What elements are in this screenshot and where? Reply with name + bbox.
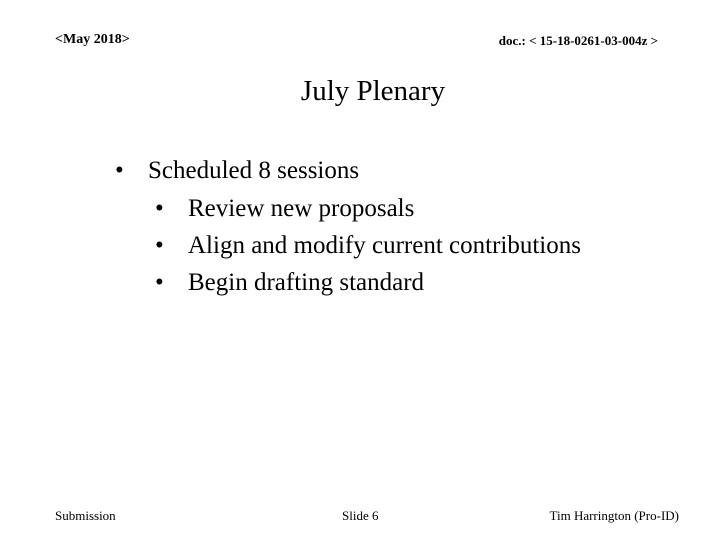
bullet-icon: •	[115, 157, 124, 184]
bullet-text: Scheduled 8 sessions	[148, 157, 360, 184]
bullet-icon: •	[155, 269, 164, 296]
sub-bullet-text: Align and modify current contributions	[188, 232, 581, 259]
slide-title: July Plenary	[300, 75, 446, 107]
sub-bullet-text: Review new proposals	[188, 195, 415, 222]
sub-bullet-text: Begin drafting standard	[188, 269, 425, 296]
footer-submission: Submission	[55, 508, 116, 523]
bullet-icon: •	[155, 232, 164, 259]
bullet-icon: •	[155, 195, 164, 222]
footer-author: Tim Harrington (Pro-ID)	[549, 508, 679, 523]
footer-slide-number: Slide 6	[342, 508, 379, 523]
header-doc-id: doc.: < 15-18-0261-03-004z >	[498, 33, 658, 48]
header-date: <May 2018>	[55, 32, 130, 47]
